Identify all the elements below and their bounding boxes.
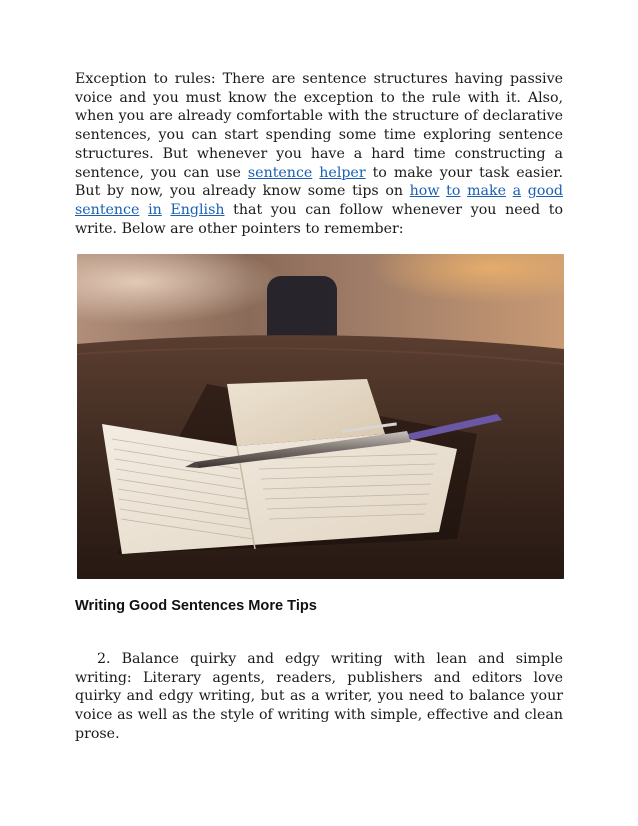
link-good[interactable]: good	[527, 183, 563, 200]
link-english[interactable]: English	[170, 201, 225, 218]
paragraph-text: Exception to rules: There are sentence structures having passive voice and you must know the exception to the rule with it. Also, when you are already comfortable with the structure of declarative sentences, you can start spending some time exploring sentence structures. But whenever you have a hard time constructing a sentence, you can use	[75, 71, 563, 181]
paragraph-text: 2. Balance quirky and edgy writing with lean and simple writing: Literary agents, readers, publishers and editors love quirky and edgy writing, but as a writer, you need to balance your voice as well as the style of writing with simple, effective and clean prose.	[75, 651, 563, 742]
link-in[interactable]: in	[148, 201, 162, 218]
link-how[interactable]: how	[409, 183, 440, 200]
link-sentence[interactable]: sentence	[247, 164, 313, 181]
link-make[interactable]: make	[467, 183, 506, 200]
link-helper[interactable]: helper	[319, 164, 366, 181]
link-a[interactable]: a	[512, 183, 522, 200]
paragraph-text: to make your task easier. But by now, you already know some tips on	[75, 164, 563, 200]
link-sentence-2[interactable]: sentence	[75, 201, 140, 218]
section-heading: Writing Good Sentences More Tips	[75, 598, 317, 614]
notebook-photo	[77, 254, 564, 579]
link-to[interactable]: to	[446, 183, 461, 200]
tip-paragraph	[75, 650, 563, 744]
paragraph-text: that you can follow whenever you need to write. Below are other pointers to remember:	[75, 201, 563, 237]
intro-paragraph	[75, 70, 563, 238]
